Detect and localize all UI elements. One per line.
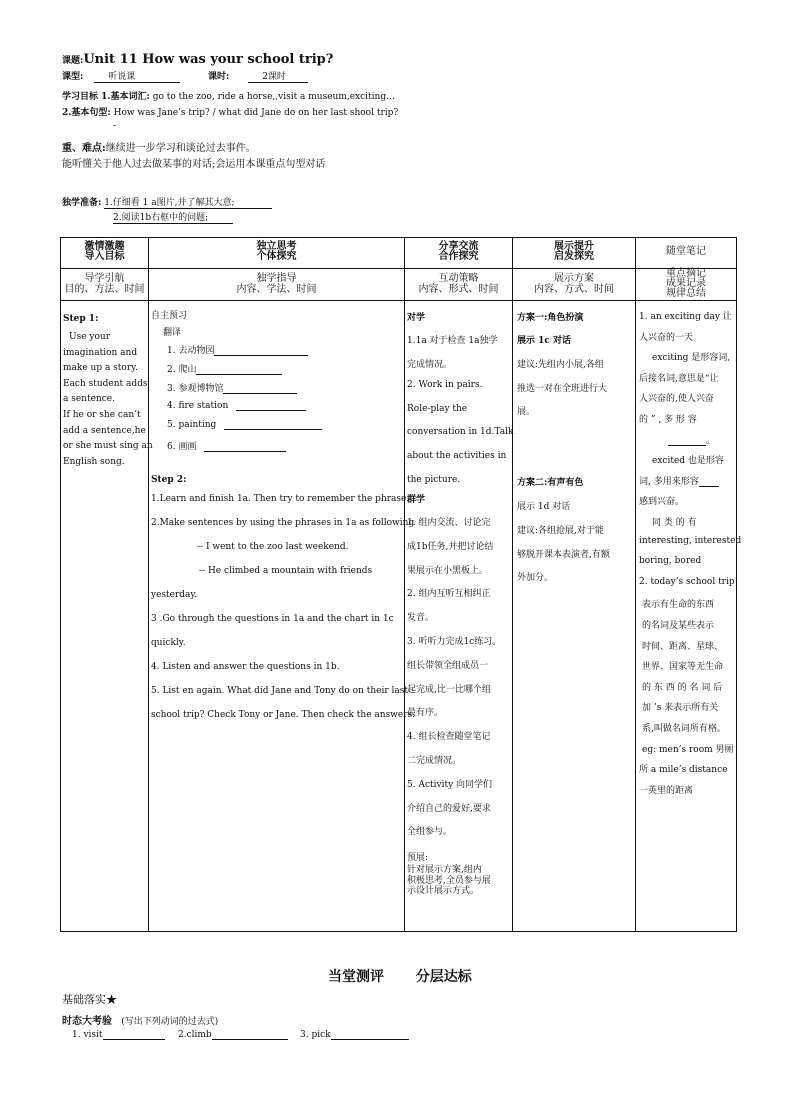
subheader-col4: 展示方案 内容、方式、时间: [513, 269, 636, 301]
prep-item-2: 2.阅读1b右框中的问题;: [113, 210, 233, 224]
col2-step2-line: school trip? Check Tony or Jane. Then check the answers.: [151, 710, 415, 720]
col2-step2-line: 1.Learn and finish 1a. Then try to remember the phrase.: [151, 494, 410, 504]
goal2-label: 2.基本句型:: [62, 108, 111, 118]
subheader-col2: 独学指导 内容、学法、时间: [149, 269, 405, 301]
col1-line: English song.: [63, 456, 125, 467]
title-prefix: 课题:: [62, 56, 84, 66]
lesson-table: [60, 237, 742, 932]
subheader-col1: 导学引航 目的、方法、时间: [61, 269, 149, 301]
prep-item-1: 1.仔细看 1 a图片,并了解其大意;: [104, 195, 272, 209]
col3-yuzhan-line: 示设计展示方式。: [407, 886, 480, 896]
col2-step2-line: 2.Make sentences by using the phrases in 1a as following: [151, 518, 415, 528]
header-col1: 激情激趣 导入目标: [61, 238, 149, 269]
col5-line: eg: men’s room 男厕: [642, 744, 734, 755]
col1-line: or she must sing an: [63, 441, 153, 452]
table-subheader-row: [61, 269, 737, 301]
section-title-1: 当堂测评: [328, 969, 384, 985]
col3-qunxue-line: 最有序。: [407, 708, 444, 719]
col5-line: excited 也是形容: [652, 456, 724, 467]
col2-step2-line: yesterday.: [151, 590, 198, 600]
col2-step2-line: -- He climbed a mountain with friends: [199, 566, 373, 576]
header-col4: 展示提升 启发探究: [513, 238, 636, 269]
col5-line: 系,叫做名词所有格。: [642, 724, 726, 734]
col3-duixue-line: 2. Work in pairs.: [407, 380, 483, 391]
body-col4: [513, 301, 636, 932]
col5-line: 的 ” , 多 形 容: [639, 415, 697, 425]
period-label: 课时:: [208, 72, 230, 82]
col1-line: make up a story.: [63, 363, 138, 374]
prep-row-1: [62, 195, 272, 209]
col3-qunxue-line: 组长带领全组成员一: [407, 660, 489, 671]
col5-line: 人兴奋的一天: [639, 332, 694, 343]
lesson-type-row: [62, 69, 180, 83]
col5-line: 加 ’s 来表示所有关: [642, 703, 719, 714]
col5-line: 感到兴奋。: [639, 497, 685, 508]
col2-step2-line: 3 .Go through the questions in 1a and the chart in 1c: [151, 614, 394, 624]
col1-line: a sentence.: [63, 394, 115, 405]
col2-step2-line: 5. List en again. What did Jane and Tony do on their last: [151, 686, 409, 696]
col1-line: imagination and: [63, 347, 138, 358]
col1-line: Use your: [69, 332, 110, 342]
goal-label: 学习目标 1.基本词汇:: [62, 92, 150, 102]
col2-step2-line: 4. Listen and answer the questions in 1b.: [151, 662, 340, 672]
col5-line: 表示有生命的东西: [642, 600, 715, 611]
subheader-col5: 重点摘记 成果记录 规律总结: [636, 269, 737, 301]
col5-line: boring, bored: [639, 556, 702, 567]
table-header-row: [61, 238, 737, 269]
table-body-row: [61, 301, 737, 932]
col3-duixue-line: conversation in 1d.Talk: [407, 427, 514, 438]
col4-plan1: 方案一:角色扮演: [517, 313, 584, 323]
col3-qunxue-line: 2. 组内互听互相纠正: [407, 589, 491, 600]
col5-line: 后接名词,意思是“让: [639, 373, 719, 384]
col3-duixue-line: the picture.: [407, 474, 461, 485]
col4-plan2-line: 建议:各组抢展,对于能: [517, 526, 604, 536]
col2-step2: Step 2:: [151, 475, 187, 485]
col3-yuzhan-label: 预展:: [407, 853, 429, 863]
col5-line: 同 类 的 有: [652, 518, 697, 528]
subheader-col3: 互动策略 内容、形式、时间: [405, 269, 513, 301]
col3-qunxue-line: 3. 听听力完成1c练习。: [407, 637, 502, 647]
section-title-2: 分层达标: [415, 969, 472, 985]
body-col2: [149, 301, 415, 932]
col5-line: 所 a mile’s distance: [639, 765, 728, 776]
col3-duixue: 对学: [407, 313, 426, 323]
col3-qunxue-line: 全组参与。: [407, 827, 453, 838]
body-col3: [405, 301, 513, 932]
body-col5: [636, 301, 742, 932]
col5-line: 词, 多用来形容: [639, 474, 719, 487]
col2-heading: 自主预习: [151, 311, 188, 321]
col2-sub: 翻译: [163, 328, 182, 338]
col4-plan1-line: 建议:先组内小展,各组: [517, 360, 604, 370]
header-col5: 随堂笔记: [636, 238, 737, 269]
header-col2: 独立思考 个体探究: [149, 238, 405, 269]
period-value: 2课时: [248, 69, 308, 83]
col5-line: 人兴奋的,使人兴奋: [639, 394, 714, 405]
tense-item-2: 2.climb: [178, 1030, 288, 1040]
col3-qunxue-line: 4. 组长检查随堂笔记: [407, 732, 491, 743]
lesson-type-label: 课型:: [62, 72, 84, 82]
tense-item-1: 1. visit: [72, 1030, 165, 1040]
col5-line: 。: [668, 433, 715, 446]
col4-plan1-line: 推选一对在全班进行大: [517, 383, 608, 394]
col5-line: 时间、距离、星球、: [642, 641, 724, 652]
col3-qunxue-line: 二完成情况。: [407, 756, 462, 766]
goal-sentence-row: [62, 105, 398, 118]
col3-qunxue: 群学: [407, 495, 426, 505]
prep-label: 独学准备:: [62, 198, 102, 208]
col4-plan2-line: 外加分。: [517, 573, 554, 583]
col3-yuzhan-line: 积极思考,全员参与展: [407, 875, 491, 886]
key-text-2: 能听懂关于他人过去做某事的对话;会运用本课重点句型对话: [62, 159, 326, 170]
col5-line: 的名词及某些表示: [642, 621, 715, 631]
col4-plan1-show: 展示 1c 对话: [517, 336, 572, 346]
col3-duixue-line: about the activities in: [407, 451, 507, 461]
col3-qunxue-line: 介绍自己的爱好,要求: [407, 803, 491, 814]
col1-line: Each student adds: [63, 378, 148, 389]
col5-line: 一英里的距离: [639, 785, 694, 796]
col2-step2-line: quickly.: [151, 638, 186, 648]
body-col1: [61, 301, 153, 932]
tense-item-3: 3. pick: [300, 1030, 409, 1040]
header-col3: 分享交流 合作探究: [405, 238, 513, 269]
col2-item: 3. 参观博物馆: [167, 381, 297, 394]
col2-item: 4. fire station: [167, 401, 306, 411]
tense-row: [62, 1012, 218, 1027]
col2-item: 6. 画画: [167, 439, 286, 452]
col3-duixue-line: Role-play the: [407, 403, 468, 414]
col5-line: 2. today’s school trip: [639, 576, 735, 587]
col2-item: 5. painting: [167, 420, 322, 430]
col5-line: 的 东 西 的 名 词 后: [642, 682, 723, 693]
col5-line: 世界、国家等无生命: [642, 662, 724, 673]
col3-qunxue-line: 果展示在小黑板上。: [407, 565, 489, 576]
col3-qunxue-line: 成1b任务,并把讨论结: [407, 541, 494, 552]
goal2-text: How was Jane’s trip? / what did Jane do on her last shool trip?: [113, 108, 399, 118]
col5-line: interesting, interested: [639, 535, 742, 546]
col4-plan2: 方案二:有声有色: [517, 478, 584, 488]
col4-plan2-line: 够脱开课本表演者,有额: [517, 549, 610, 560]
col4-plan2-show: 展示 1d 对话: [517, 502, 571, 512]
section-title: [328, 966, 472, 986]
col2-item: 1. 去动物园: [167, 343, 308, 356]
key-points-row: [62, 139, 256, 154]
col3-qunxue-line: 起完成,比一比哪个组: [407, 684, 491, 695]
tense-label: 时态大考验: [62, 1016, 112, 1027]
period-row: [208, 69, 308, 83]
col2-item: 2. 爬山: [167, 362, 282, 375]
basic-label: 基础落实★: [62, 993, 117, 1006]
col1-line: If he or she can’t: [63, 410, 141, 420]
col5-line: exciting 是形容词,: [652, 353, 731, 364]
col3-duixue-line: 1.1a 对于检查 1a独学: [407, 336, 498, 346]
col1-step: Step 1:: [63, 314, 99, 324]
col3-qunxue-line: 发音。: [407, 613, 435, 624]
key-text: 继续进一步学习和谈论过去事件。: [105, 143, 256, 154]
goal-vocab-row: [62, 89, 395, 102]
col2-step2-line: -- I went to the zoo last weekend.: [197, 542, 349, 552]
prep-row-2: [113, 210, 233, 224]
tense-hint: (写出下列动词的过去式): [121, 1017, 219, 1027]
col3-qunxue-line: 5. Activity 向同学们: [407, 779, 493, 790]
col3-yuzhan-line: 针对展示方案,组内: [407, 865, 482, 875]
lesson-type-value: 听说课: [94, 69, 180, 83]
col5-line: 1. an exciting day 让: [639, 312, 732, 322]
lesson-title: [62, 48, 333, 67]
col3-duixue-line: 完成情况。: [407, 359, 453, 370]
dash-mark: -: [113, 121, 117, 131]
goal-vocab: go to the zoo, ride a horse,,visit a museum,exciting…: [152, 92, 396, 102]
title-text: Unit 11 How was your school trip?: [83, 52, 334, 67]
col3-qunxue-line: 1. 组内交流、讨论完: [407, 518, 491, 528]
col4-plan1-line: 展。: [517, 407, 536, 417]
key-label: 重、难点:: [62, 143, 106, 154]
col1-line: add a sentence,he: [63, 425, 146, 436]
